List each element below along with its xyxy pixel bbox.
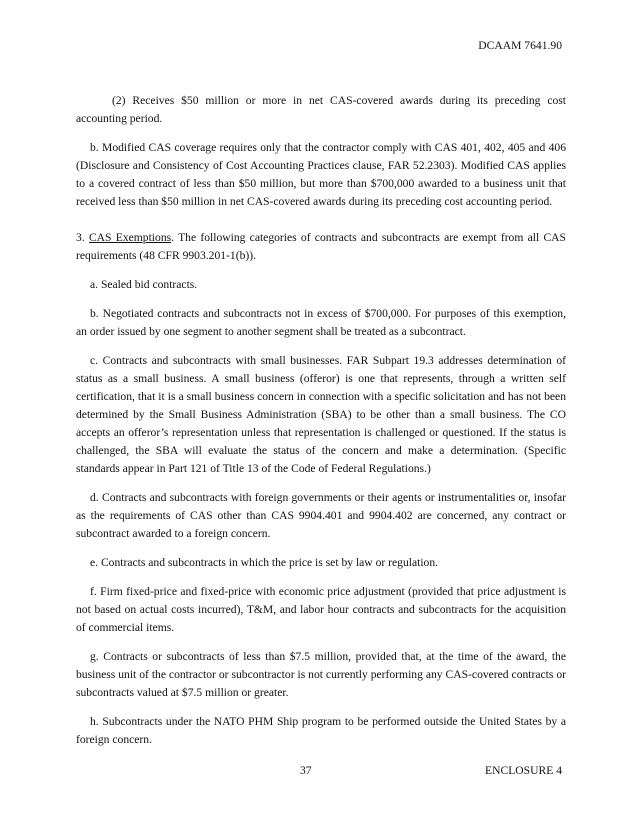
section-3-number: 3.	[76, 231, 89, 244]
enclosure-label: ENCLOSURE 4	[485, 764, 562, 777]
exemption-d: d. Contracts and subcontracts with foreign governments or their agents or instrumentalities or, insofar as the requirements of CAS other than CAS 9904.401 and 9904.402 are concerned, any contract or subcontract awarded to a foreign concern.	[76, 491, 566, 540]
exemption-b: b. Negotiated contracts and subcontracts not in excess of $700,000. For purposes of this exemption, an order issued by one segment to another segment shall be treated as a subcontract.	[76, 307, 566, 338]
section-3-heading	[76, 229, 566, 265]
section-3-title: CAS Exemptions	[88, 231, 172, 244]
paragraph-a2: (2) Receives $50 million or more in net CAS-covered awards during its preceding cost accounting period.	[76, 94, 566, 125]
exemption-e: e. Contracts and subcontracts in which the price is set by law or regulation.	[90, 556, 439, 569]
section-3-intro: . The following categories of contracts and subcontracts are exempt from all CAS requirements (48 CFR 9903.201-1(b)).	[76, 231, 567, 262]
page-body	[76, 92, 566, 760]
paragraph-b: b. Modified CAS coverage requires only that the contractor comply with CAS 401, 402, 405 and 406 (Disclosure and Consistency of Cost Accounting Practices clause, FAR 52.2303). Modified CAS applies to a covered contract of less than $50 million, but more than $700,000 awarded to a business unit that received less than $50 million in net CAS-covered awards during its preceding cost accounting period.	[76, 141, 566, 208]
exemption-f: f. Firm fixed-price and fixed-price with economic price adjustment (provided that price adjustment is not based on actual costs incurred), T&M, and labor hour contracts and subcontracts for the acquisition of commercial items.	[76, 585, 566, 634]
exemption-h: h. Subcontracts under the NATO PHM Ship program to be performed outside the United States by a foreign concern.	[76, 715, 566, 746]
exemption-c: c. Contracts and subcontracts with small businesses. FAR Subpart 19.3 addresses determination of status as a small business. A small business (offeror) is one that represents, through a written self certification, that it is a small business concern in connection with a specific solicitation and has not been determined by the Small Business Administration (SBA) to be other than a small business. The CO accepts an offeror’s representation unless that representation is challenged or questioned. If the status is challenged, the SBA will evaluate the status of the concern and make a determination. (Specific standards appear in Part 121 of Title 13 of the Code of Federal Regulations.)	[76, 354, 566, 475]
page-number: 37	[300, 764, 312, 777]
document-id-header: DCAAM 7641.90	[478, 39, 562, 52]
exemption-a: a. Sealed bid contracts.	[90, 278, 198, 291]
exemption-g: g. Contracts or subcontracts of less than $7.5 million, provided that, at the time of the award, the business unit of the contractor or subcontractor is not currently performing any CAS-covered contracts or subcontracts valued at $7.5 million or greater.	[76, 650, 566, 699]
